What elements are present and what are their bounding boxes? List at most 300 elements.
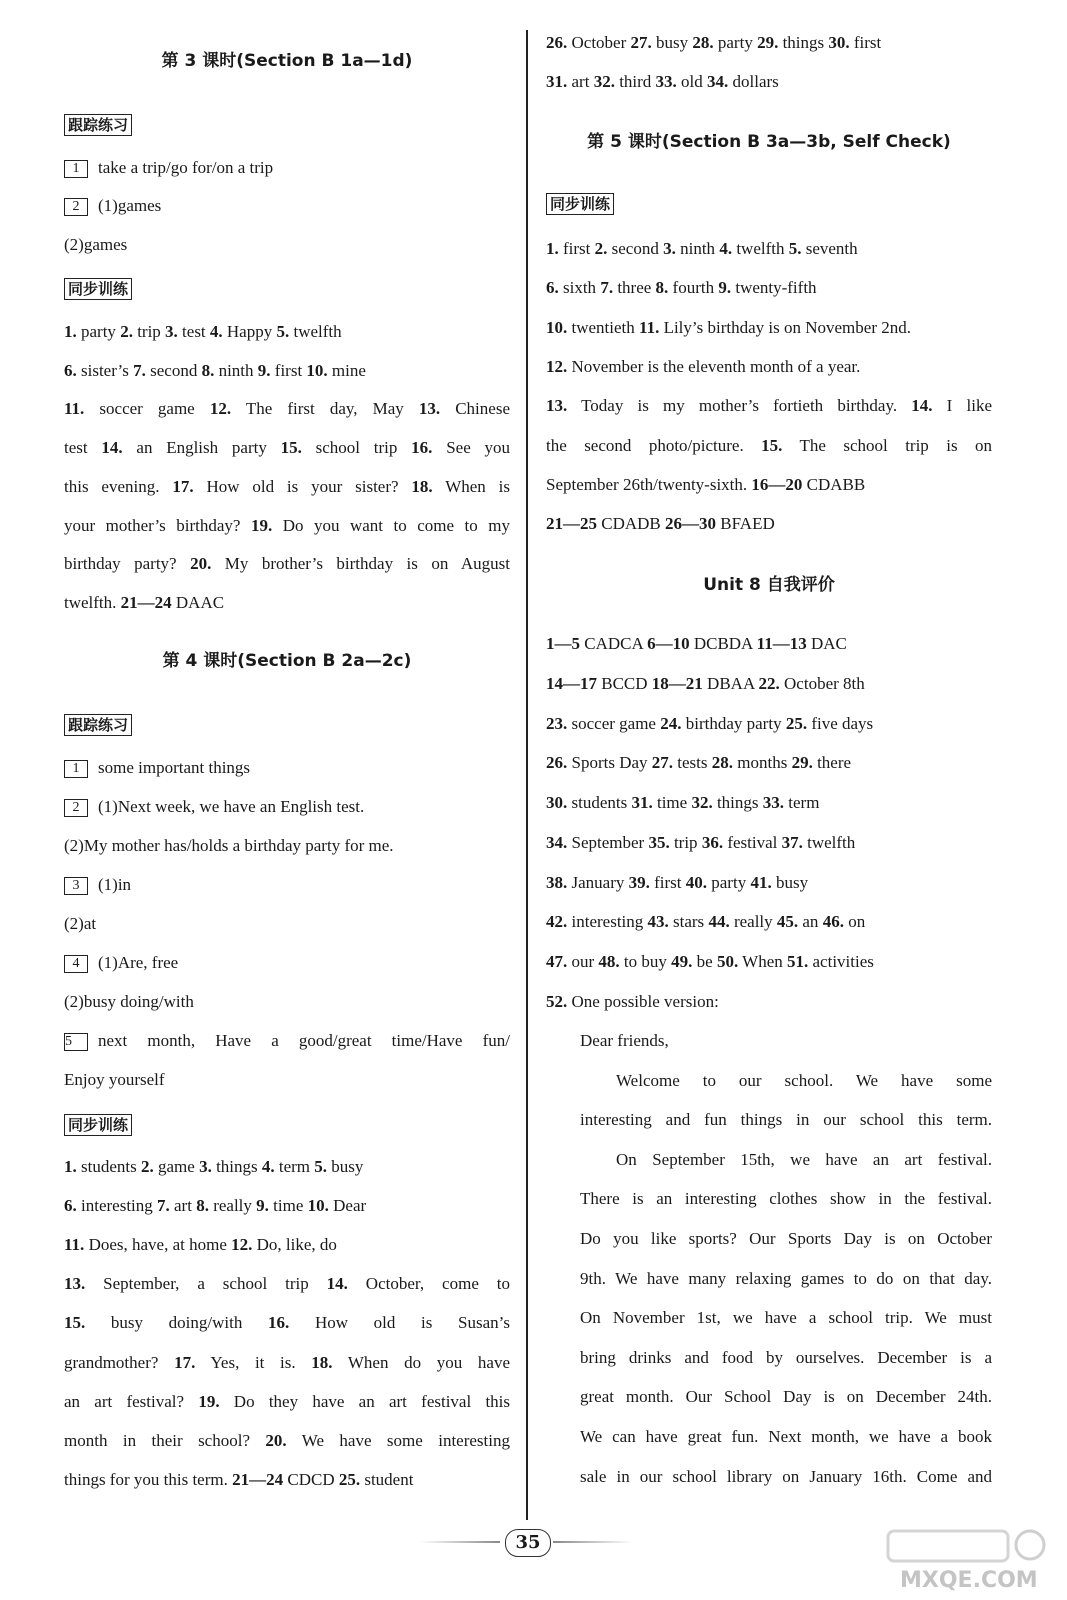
answer-text: sixth [558,278,601,298]
question-number: 27. [630,33,652,52]
question-number: 13. [64,1274,86,1294]
answer-line [546,633,992,655]
question-number: 1. [64,1157,77,1176]
question-number: 49. [671,952,693,971]
question-number: 14—17 [546,673,597,693]
answer-text: school trip [301,438,412,458]
answer-text: old [676,72,708,91]
answer-text: first [270,360,307,380]
answer-line [64,321,510,343]
answer-text: (1)Next week, we have an English test. [98,797,365,816]
answer-line [546,792,992,814]
answer-line [64,1234,510,1256]
question-number: 45. [776,912,799,932]
question-number: 32. [593,72,615,91]
answer-line [546,991,992,1013]
question-number: 16. [268,1313,290,1333]
question-number: 2. [120,322,133,341]
question-number: 12. [231,1235,253,1255]
answer-text: second [607,239,664,258]
answer-text: birthday party [681,713,786,733]
answer-text: (2)My mother has/holds a birthday party for me. [64,836,394,855]
answer-text: third [614,72,656,91]
answer-line [64,1030,510,1052]
question-number: 3. [663,239,676,258]
question-number: 39. [628,872,650,892]
answer-text: to buy [619,952,672,971]
answer-line [64,757,510,779]
answer-line [64,1069,510,1091]
question-number: 24. [660,713,682,733]
answer-text: Lily’s birthday is on November 2nd. [659,317,911,337]
question-number: 12. [209,399,232,419]
question-number: 34. [707,72,729,91]
question-number: 16—20 [751,474,803,494]
answer-text: twentieth [567,317,640,337]
question-number: 29. [791,753,813,773]
answer-line [546,673,992,695]
answer-text: time [268,1196,308,1216]
question-number: 6. [64,360,77,380]
answer-text: (2)busy doing/with [64,992,194,1011]
answer-text: an [798,912,823,932]
question-number: 47. [546,952,568,971]
question-number: 20. [265,1430,287,1450]
answer-line [64,1352,510,1374]
question-number: 27. [651,753,674,773]
answer-text: month in their school? [64,1430,266,1450]
answer-line [64,913,510,935]
answer-line [546,395,992,417]
question-number: 14. [101,438,123,458]
question-number: 10. [306,360,328,380]
answer-text: Chinese [440,399,510,419]
answer-text: party [713,33,758,52]
answer-line [546,32,992,54]
question-number: 43. [647,912,669,932]
answer-text: be [692,952,717,971]
answer-line [64,398,510,420]
question-number: 3. [199,1157,212,1176]
answer-line [64,476,510,498]
question-number: 22. [758,673,780,693]
essay-line: Do you like sports? Our Sports Day is on October [580,1229,992,1248]
essay-line: great month. Our School Day is on December 24th. [580,1387,992,1407]
answer-text: Today is my mother’s fortieth birthday. [567,396,912,416]
answer-text: twelfth [732,239,789,258]
answer-line [546,474,992,496]
answer-text: (2)at [64,914,97,933]
question-number: 8. [655,278,669,298]
answer-line [546,238,992,260]
answer-line [64,1312,510,1334]
question-number: 18. [311,1352,333,1372]
question-number: 2. [594,239,608,258]
question-number: 9. [256,1196,269,1216]
question-number: 36. [701,832,724,852]
question-number: 37. [781,832,803,852]
question-number: 33. [762,793,785,812]
answer-text: months [733,753,792,773]
question-number: 21—24 [120,592,172,612]
answer-line [64,437,510,459]
answer-text: stars [668,912,709,932]
answer-text: trip [132,322,166,341]
question-number: 51. [787,952,809,971]
question-number: 18. [411,476,433,496]
question-number: 34. [546,832,568,852]
question-number: 9. [718,278,732,298]
answer-text: (1)Are, free [98,953,179,972]
essay-line: interesting and fun things in our school this term. [580,1110,992,1130]
column-divider [526,30,528,1520]
question-number: 40. [685,872,708,892]
answer-text: first [649,872,686,892]
answer-text: first [849,33,882,52]
answer-text: busy [651,33,693,52]
answer-text: ninth [214,360,258,380]
answer-line [64,360,510,382]
answer-text: Do, like, do [252,1235,337,1255]
answer-text: Yes, it is. [195,1352,312,1372]
answer-text: really [208,1196,257,1216]
answer-text: your mother’s birthday? [64,515,251,535]
exercise-box-label: 跟踪练习 [64,114,132,136]
question-number: 6. [64,1196,77,1216]
question-number: 46. [822,912,844,932]
watermark [880,1525,1060,1595]
question-number: 1. [546,239,559,258]
question-number: 5. [314,1157,328,1176]
answer-text: really [729,912,777,932]
answer-text: party [76,322,121,341]
answer-text: September 26th/twenty-sixth. [546,474,752,494]
question-number: 30. [828,33,850,52]
answer-text: dollars [728,72,779,91]
answer-text: busy [327,1157,364,1176]
answer-text: on [843,912,866,932]
answer-text: things [712,793,763,812]
exercise-box-label: 同步训练 [64,1114,132,1136]
answer-text: three [613,278,656,298]
answer-text: interesting [76,1196,158,1216]
watermark-text: MXQE.COM [900,1568,1038,1593]
answer-line [546,71,992,93]
answer-text: When [738,952,787,971]
question-number: 18—21 [651,673,703,693]
exercise-box-label: 同步训练 [64,278,132,300]
answer-text: party [707,872,751,892]
question-number: 3. [165,322,178,341]
question-number: 4. [261,1157,275,1176]
question-number: 17. [174,1352,196,1372]
answer-text: things [778,33,829,52]
question-number: 25. [785,713,808,733]
essay-line: On September 15th, we have an art festival. [616,1149,992,1169]
question-number: 5. [276,322,290,341]
answer-text: this evening. [64,476,173,496]
answer-line [64,952,510,974]
answer-text: next month, Have a good/great time/Have fun/ [98,1031,510,1050]
question-number: 7. [157,1196,170,1216]
answer-text: DAC [806,634,847,653]
answer-text: seventh [801,239,858,258]
essay-line: We can have great fun. Next month, we have a book [580,1427,992,1446]
num-box: 2 [64,198,88,216]
answer-text: art [567,72,594,91]
answer-text: BFAED [716,514,775,534]
question-number: 10. [546,317,568,337]
answer-text: term [784,793,820,812]
answer-text: How old is Susan’s [289,1313,510,1333]
question-number: 48. [598,952,620,971]
answer-text: We have some interesting [286,1430,510,1450]
answer-text: DBAA [702,673,759,693]
answer-text: The first day, May [231,399,419,419]
question-number: 21—24 [232,1469,284,1489]
num-box: 1 [64,760,88,778]
question-number: 4. [209,322,223,341]
essay-line: bring drinks and food by ourselves. December is a [580,1347,992,1367]
question-number: 32. [691,793,713,812]
answer-text: November is the eleventh month of a year. [567,356,861,376]
section-heading: Unit 8 自我评价 [703,575,835,595]
answer-text: Do you want to come to my [272,515,510,535]
answer-text: things for you this term. [64,1469,233,1489]
page-ornament [420,1541,500,1543]
answer-text: I like [932,396,992,416]
question-number: 20. [190,554,212,574]
question-number: 28. [711,753,734,773]
question-number: 7. [600,278,614,298]
section-heading: 第 3 课时(Section B 1a—1d) [161,51,413,71]
answer-text: Do they have an art festival this [219,1391,511,1411]
question-number: 15. [761,435,783,455]
section-heading: 第 4 课时(Section B 2a—2c) [162,651,412,671]
answer-text: our [567,952,599,971]
answer-text: trip [669,832,702,852]
answer-text: October 8th [779,673,865,693]
answer-text: DAAC [171,592,225,612]
question-number: 13. [418,399,441,419]
question-number: 25. [338,1469,361,1489]
answer-text: September [567,832,649,852]
question-number: 13. [546,396,568,416]
answer-text: January [567,872,629,892]
answer-text: CDADB [597,514,666,534]
page-ornament [553,1541,633,1543]
answer-text: When is [432,476,510,496]
answer-line [64,1430,510,1452]
answer-text: ninth [675,239,720,258]
answer-text: interesting [567,912,648,932]
answer-text: an art festival? [64,1391,199,1411]
watermark-logo [880,1525,1060,1595]
question-number: 30. [546,793,568,812]
answer-line [64,1469,510,1491]
answer-text: twelfth [802,832,856,852]
question-number: 50. [716,952,739,971]
answer-line [546,317,992,339]
question-number: 31. [631,793,653,812]
question-number: 44. [708,912,730,932]
question-number: 31. [546,72,568,91]
answer-text: busy [771,872,809,892]
answer-text: twelfth. [64,592,121,612]
answer-text: students [76,1157,141,1176]
question-number: 19. [250,515,273,535]
exercise-box-label: 跟踪练习 [64,714,132,736]
question-number: 52. [546,991,568,1011]
answer-line: 1 take a trip/go for/on a trip [64,157,510,179]
answer-line [64,1391,510,1413]
page-number: 35 [505,1529,551,1557]
answer-line [64,991,510,1013]
answer-line [64,553,510,575]
question-number: 38. [546,872,568,892]
answer-line [64,515,510,537]
question-number: 8. [196,1196,209,1216]
answer-line [546,356,992,378]
answer-text: busy doing/with [85,1313,269,1333]
section-heading: 第 5 课时(Section B 3a—3b, Self Check) [587,132,951,152]
answer-text: One possible version: [567,991,719,1011]
essay-line: sale in our school library on January 16th. Come and [580,1466,992,1486]
answer-text: twenty-fifth [731,278,817,298]
answer-text: October [567,33,631,52]
question-number: 41. [750,872,772,892]
answer-text: some important things [98,758,251,777]
answer-text: art [169,1196,197,1216]
question-number: 16. [411,438,433,458]
answer-line [546,713,992,735]
answer-text: grandmother? [64,1352,175,1372]
num-box: 4 [64,955,88,973]
num-box: 3 [64,877,88,895]
answer-line [64,835,510,857]
question-number: 12. [546,356,568,376]
answer-text: soccer game [567,713,661,733]
answer-text: soccer game [84,399,210,419]
answer-text: tests [673,753,712,773]
question-number: 26—30 [665,514,717,534]
question-number: 15. [64,1313,86,1333]
num-box: 2 [64,799,88,817]
answer-text: My brother’s birthday is on August [211,554,510,574]
answer-text: there [812,753,852,773]
answer-text: the second photo/picture. [546,435,762,455]
question-number: 17. [172,476,194,496]
answer-text: students [567,793,632,812]
answer-text: twelfth [289,322,342,341]
question-number: 4. [719,239,733,258]
answer-line: 2 (1)games [64,195,510,217]
question-number: 11. [639,317,660,337]
answer-line [546,911,992,933]
question-number: 14. [326,1274,348,1294]
question-number: 42. [546,912,568,932]
answer-line [64,1156,510,1178]
answer-text: See you [432,438,511,458]
question-number: 1—5 [546,634,580,653]
question-number: 26. [546,33,568,52]
answer-text: things [211,1157,262,1176]
essay-line: 9th. We have many relaxing games to do on that day. [580,1268,992,1288]
answer-line [64,1195,510,1217]
answer-text: Sports Day [567,753,652,773]
answer-line [546,951,992,973]
question-number: 9. [257,360,271,380]
answer-text: CDCD [283,1469,339,1489]
question-number: 14. [911,396,933,416]
num-box: 1 [64,160,88,178]
question-number: 7. [133,360,146,380]
essay-line: Dear friends, [580,1031,669,1050]
question-number: 19. [198,1391,220,1411]
num-box: 5 [64,1033,88,1051]
answer-text: game [153,1157,200,1176]
question-number: 11. [64,1235,85,1255]
answer-text: Dear [328,1196,367,1216]
question-number: 1. [64,322,77,341]
answer-text: student [360,1469,414,1489]
answer-text: Enjoy yourself [64,1070,165,1089]
answer-text: fourth [668,278,719,298]
essay-line: Welcome to our school. We have some [616,1070,992,1090]
question-number: 29. [757,33,779,52]
question-number: 28. [692,33,714,52]
answer-line [64,874,510,896]
answer-text: September, a school trip [85,1274,327,1294]
question-number: 2. [140,1157,154,1176]
answer-text: five days [807,713,874,733]
question-number: 11. [64,399,85,419]
answer-text: sister’s [76,360,134,380]
answer-text: When do you have [332,1352,511,1372]
answer-text: term [274,1157,315,1176]
question-number: 10. [307,1196,329,1216]
answer-line [546,872,992,894]
answer-line [64,1273,510,1295]
answer-text: test [177,322,210,341]
question-number: 6—10 [647,634,690,653]
essay-line: On November 1st, we have a school trip. We must [580,1308,992,1328]
answer-text: Does, have, at home [84,1235,232,1255]
answer-line [546,832,992,854]
answer-text: CADCA [580,634,648,653]
question-number: 21—25 [546,514,597,534]
answer-text: (1)in [98,875,132,894]
answer-text: mine [327,360,366,380]
answer-text: second [145,360,202,380]
answer-text: test [64,438,102,458]
answer-text: The school trip is on [782,435,992,455]
question-number: 15. [280,438,302,458]
answer-text: an English party [122,438,281,458]
answer-text: birthday party? [64,554,191,574]
answer-line [64,796,510,818]
question-number: 23. [546,713,568,733]
answer-text: October, come to [347,1274,510,1294]
answer-text: festival [723,832,782,852]
answer-line [546,513,992,535]
question-number: 8. [201,360,215,380]
question-number: 5. [788,239,802,258]
answer-text: activities [808,952,874,971]
question-number: 33. [655,72,677,91]
question-number: 6. [546,278,559,298]
answer-line [546,277,992,299]
